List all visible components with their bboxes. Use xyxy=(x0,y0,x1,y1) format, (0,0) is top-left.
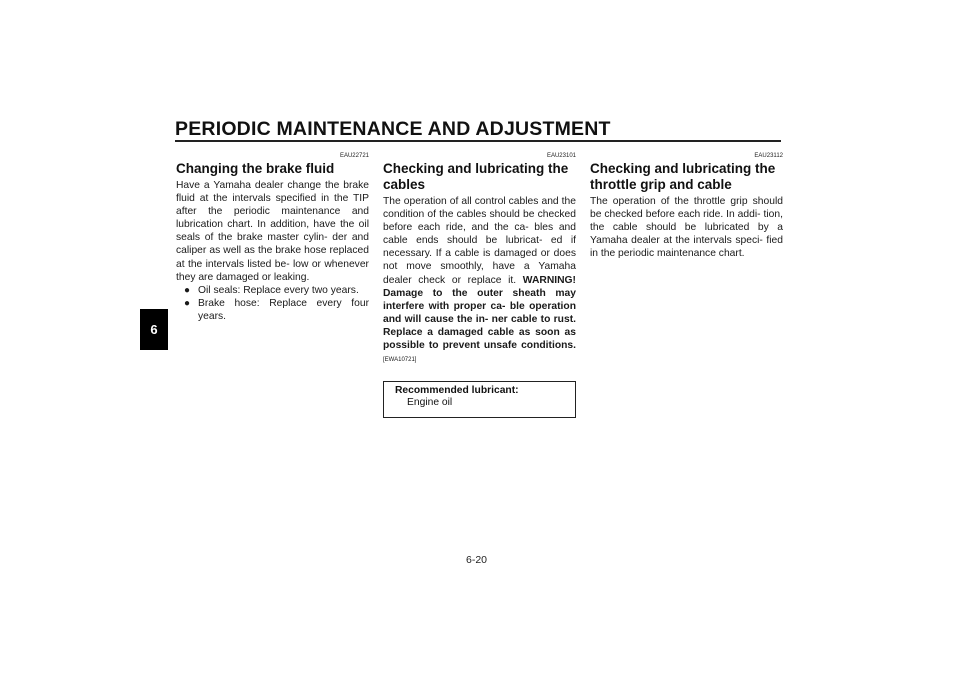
cables-paragraph-text: The operation of all control cables and the condition of the cables should be checked before each ride, and the ca- bles and cable ends should be lubricat- ed if necessary. If a cable is damaged or does not move smoothly, have a Yamaha dealer check or replace it. xyxy=(383,196,576,286)
recommended-lubricant-box xyxy=(383,381,576,418)
list-item-text: Brake hose: Replace every four years. xyxy=(198,297,369,322)
cables-paragraph xyxy=(383,195,576,367)
section-code: EAU23112 xyxy=(754,153,783,159)
section-heading-throttle: Checking and lubricating the throttle grip and cable xyxy=(590,161,776,192)
warning-code: [EWA10721] xyxy=(383,357,417,364)
column-cables xyxy=(383,153,576,418)
section-heading-brake-fluid: Changing the brake fluid xyxy=(176,161,335,176)
throttle-paragraph: The operation of the throttle grip should be checked before each ride. In addi- tion, the cable should be lubricated by a Yamaha dealer at the intervals speci- fied in the periodic maintenance chart. xyxy=(590,196,783,260)
section-heading-cables: Checking and lubricating the cables xyxy=(383,161,569,192)
bullet-icon: ● xyxy=(184,297,191,309)
lubricant-value: Engine oil xyxy=(407,397,453,409)
list-item-text: Oil seals: Replace every two years. xyxy=(198,284,359,296)
warning-text: WARNING! Damage to the outer sheath may interfere with proper ca- ble operation and will cause the in- ner cable to rust. Replace a damaged cable as soon as possible to prevent unsafe conditions. xyxy=(383,274,576,352)
bullet-icon: ● xyxy=(184,284,191,296)
chapter-tab: 6 xyxy=(140,309,168,350)
lubricant-label: Recommended lubricant: xyxy=(395,385,519,397)
column-throttle xyxy=(590,153,783,260)
section-code: EAU23101 xyxy=(546,153,576,159)
page-title: PERIODIC MAINTENANCE AND ADJUSTMENT xyxy=(175,118,611,140)
list-item xyxy=(176,297,369,323)
replacement-interval-list xyxy=(176,284,369,323)
column-brake-fluid xyxy=(176,153,369,323)
header-rule xyxy=(175,140,781,142)
brake-fluid-paragraph: Have a Yamaha dealer change the brake fluid at the intervals specified in the TIP after the periodic maintenance and lubrication chart. In addition, have the oil seals of the brake master cylin- der and caliper as well as the brake hose replaced at the intervals listed be- low or whenever they are damaged or leaking. xyxy=(176,180,369,283)
section-code: EAU22721 xyxy=(339,153,369,159)
list-item xyxy=(176,284,369,297)
page-number: 6-20 xyxy=(466,554,488,566)
